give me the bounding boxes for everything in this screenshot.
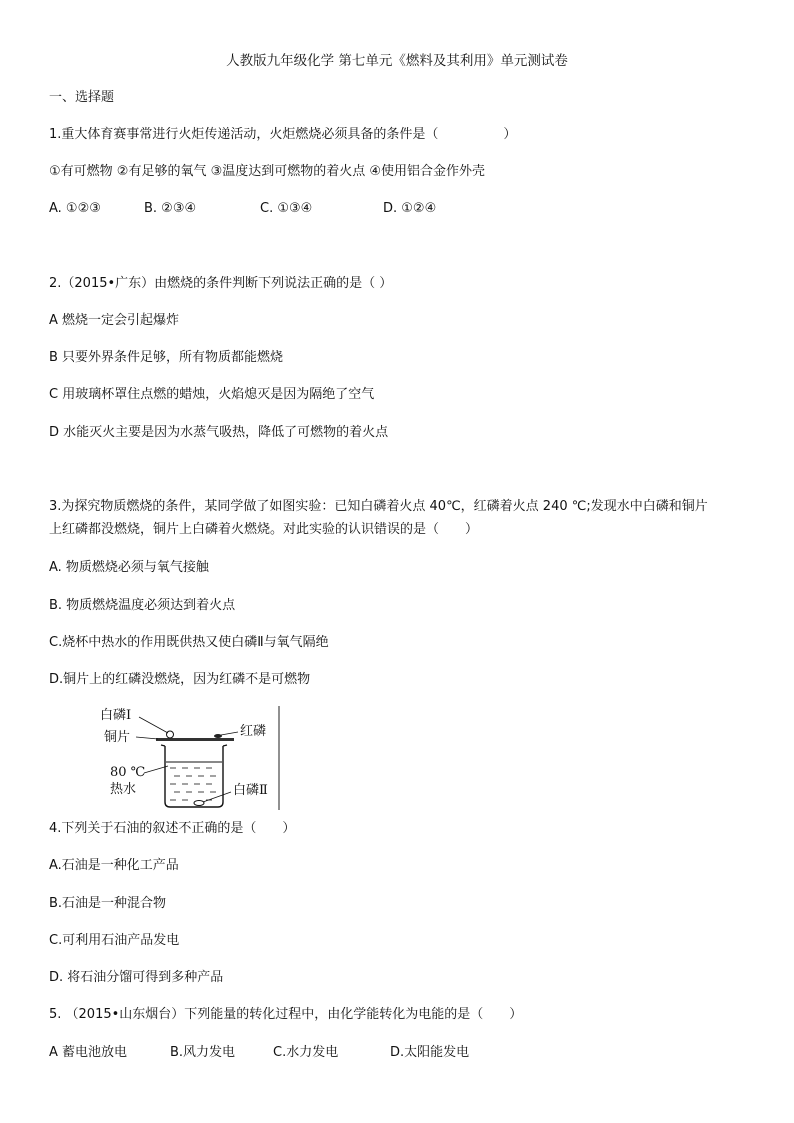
- copper-sheet: [156, 738, 234, 741]
- question-2-option-a: A 燃烧一定会引起爆炸: [49, 313, 180, 328]
- question-5-option-b: B.风力发电: [170, 1045, 236, 1060]
- label-copper-sheet: 铜片: [104, 730, 131, 745]
- label-white-phosphorus-2: 白磷Ⅱ: [233, 783, 268, 798]
- question-1-stem: 1.重大体育赛事常进行火炬传递活动，火炬燃烧必须具备的条件是（ ）: [49, 127, 517, 142]
- question-5-option-d: D.太阳能发电: [390, 1045, 470, 1060]
- question-1-option-d: D. ①②④: [383, 201, 437, 216]
- question-5-option-a: A 蓄电池放电: [49, 1045, 128, 1060]
- question-1-option-b: B. ②③④: [144, 201, 197, 216]
- question-3-option-b: B. 物质燃烧温度必须达到着火点: [49, 598, 236, 613]
- question-3-option-c: C.烧杯中热水的作用既供热又使白磷Ⅱ与氧气隔绝: [49, 635, 329, 650]
- section-heading: 一、选择题: [49, 90, 115, 105]
- question-4-option-d: D. 将石油分馏可得到多种产品: [49, 970, 224, 985]
- question-2-option-b: B 只要外界条件足够，所有物质都能燃烧: [49, 350, 284, 365]
- question-2-stem: 2.（2015•广东）由燃烧的条件判断下列说法正确的是（ ）: [49, 276, 393, 291]
- question-3-option-d: D.铜片上的红磷没燃烧，因为红磷不是可燃物: [49, 672, 311, 687]
- question-3-stem-line-1: 3.为探究物质燃烧的条件，某同学做了如图实验：已知白磷着火点 40℃，红磷着火点 240 ℃;发现水中白磷和铜片: [49, 499, 708, 514]
- question-2-option-c: C 用玻璃杯罩住点燃的蜡烛，火焰熄灭是因为隔绝了空气: [49, 387, 375, 402]
- label-white-phosphorus-1: 白磷Ⅰ: [100, 708, 132, 723]
- question-3-stem-line-2: 上红磷都没燃烧，铜片上白磷着火燃烧。对此实验的认识错误的是（ ）: [49, 522, 479, 537]
- white-phosphorus-2: [194, 801, 204, 806]
- question-4-option-c: C.可利用石油产品发电: [49, 933, 180, 948]
- question-1-option-a: A. ①②③: [49, 201, 101, 216]
- question-5-option-c: C.水力发电: [273, 1045, 339, 1060]
- question-4-option-b: B.石油是一种混合物: [49, 896, 167, 911]
- experiment-figure: [98, 706, 281, 810]
- question-5-stem: 5. （2015•山东烟台）下列能量的转化过程中，由化学能转化为电能的是（ ）: [49, 1007, 523, 1022]
- label-hot-water: 热水: [110, 782, 137, 797]
- label-temperature: 80 ℃: [110, 765, 146, 780]
- question-4-option-a: A.石油是一种化工产品: [49, 858, 179, 873]
- red-phosphorus: [214, 734, 222, 738]
- white-phosphorus-1: [167, 731, 174, 738]
- question-3-option-a: A. 物质燃烧必须与氧气接触: [49, 560, 209, 575]
- question-4-stem: 4.下列关于石油的叙述不正确的是（ ）: [49, 821, 296, 836]
- question-1-conditions: ①有可燃物 ②有足够的氧气 ③温度达到可燃物的着火点 ④使用铝合金作外壳: [49, 164, 486, 179]
- question-1-option-c: C. ①③④: [260, 201, 313, 216]
- label-red-phosphorus: 红磷: [240, 724, 267, 739]
- page-title: 人教版九年级化学 第七单元《燃料及其利用》单元测试卷: [226, 53, 568, 69]
- hot-water-dashes: [170, 768, 216, 800]
- question-2-option-d: D 水能灭火主要是因为水蒸气吸热，降低了可燃物的着火点: [49, 425, 389, 440]
